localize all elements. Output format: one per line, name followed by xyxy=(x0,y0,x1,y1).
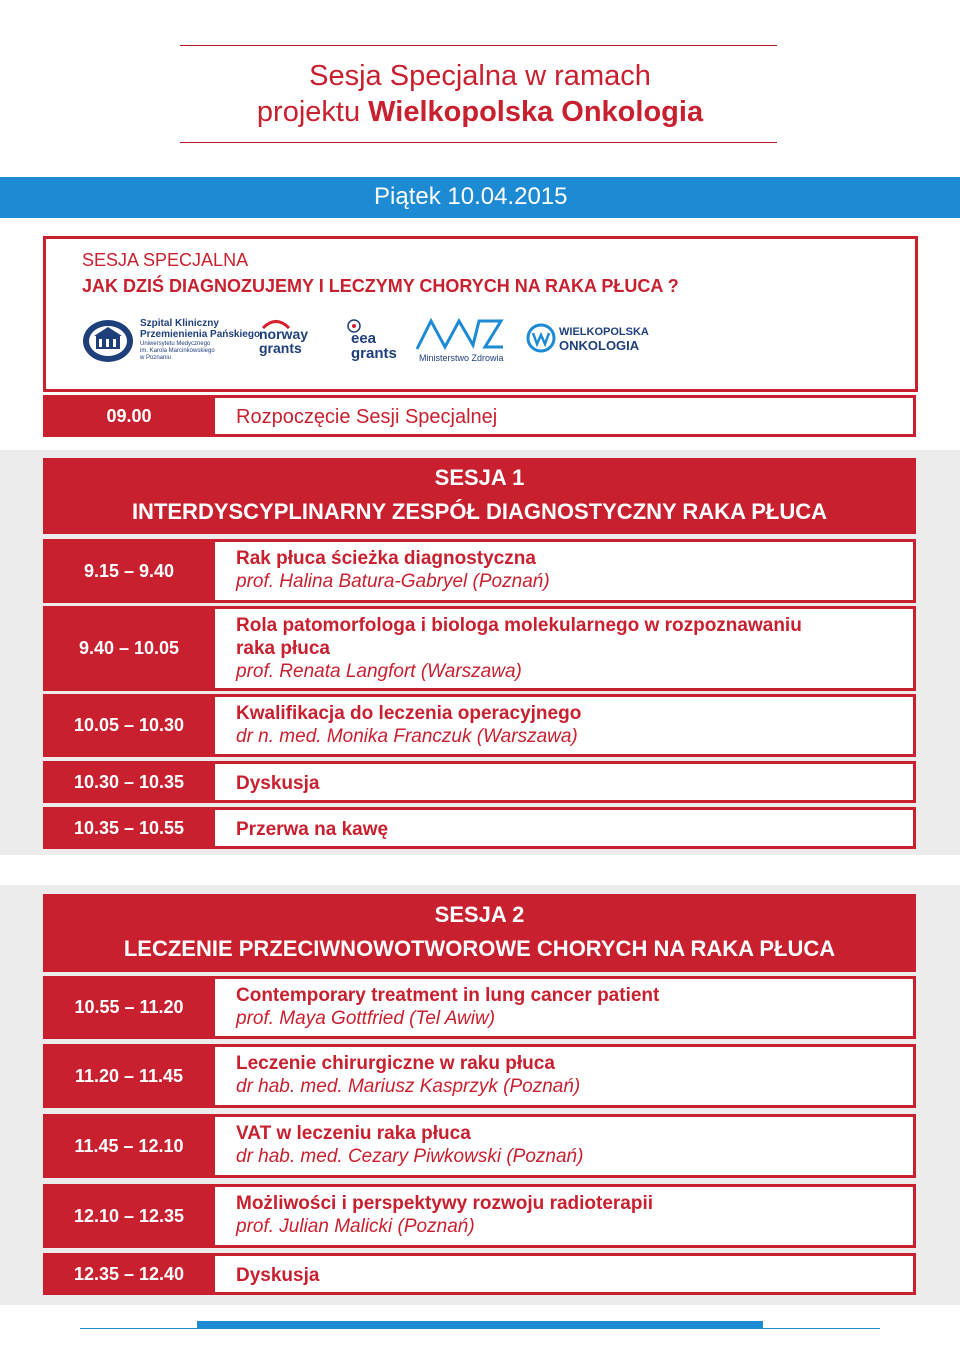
session1-item-5-title: Przerwa na kawę xyxy=(236,819,389,840)
session1-item-2-title-cont: raka płuca xyxy=(236,638,330,659)
date-band xyxy=(0,177,960,218)
session2-name: SESJA 2 xyxy=(434,902,525,927)
session1-item-5-time: 10.35 – 10.55 xyxy=(43,807,215,849)
date-label: Piątek 10.04.2015 xyxy=(374,183,568,210)
session1-item-3 xyxy=(43,694,916,757)
session1-item-3-cell xyxy=(215,694,916,757)
session2-item-2 xyxy=(43,1044,916,1108)
session1-item-3-title: Kwalifikacja do leczenia operacyjnego xyxy=(236,703,582,724)
session1-item-5 xyxy=(43,807,916,849)
session2-header xyxy=(43,894,916,972)
page-title-line1: Sesja Specjalna w ramach xyxy=(309,60,651,92)
norway-word: norway xyxy=(259,326,309,342)
session2-item-3-cell xyxy=(215,1114,916,1178)
session2-item-2-speaker: dr hab. med. Mariusz Kasprzyk (Poznań) xyxy=(236,1076,581,1097)
session2-item-4-cell xyxy=(215,1184,916,1248)
wo-line2: ONKOLOGIA xyxy=(559,338,640,353)
session1-item-3-speaker: dr n. med. Monika Franczuk (Warszawa) xyxy=(236,726,578,747)
session1-name: SESJA 1 xyxy=(434,465,525,490)
title-bold: Wielkopolska Onkologia xyxy=(368,96,704,128)
session2-item-3-speaker: dr hab. med. Cezary Piwkowski (Poznań) xyxy=(236,1146,584,1167)
session1-item-1 xyxy=(43,539,916,603)
szpital-name-3: Uniwersytetu Medycznego xyxy=(140,341,211,347)
wielkopolska-onkologia-logo xyxy=(526,317,649,367)
szpital-name-4: im. Karola Marcinkowskiego xyxy=(140,348,215,354)
szpital-name-1: Szpital Kliniczny xyxy=(140,318,219,329)
session2-item-4-time: 12.10 – 12.35 xyxy=(43,1184,215,1248)
session2-item-1-cell xyxy=(215,976,916,1039)
szpital-name-2: Przemienienia Pańskiego xyxy=(140,329,261,340)
session1-header xyxy=(43,458,916,534)
session2-item-4-speaker: prof. Julian Malicki (Poznań) xyxy=(236,1216,475,1237)
norway-grants-word: grants xyxy=(259,340,302,356)
footer-bar xyxy=(197,1321,763,1329)
special-session-box xyxy=(43,236,918,392)
session2-item-4-title: Możliwości i perspektywy rozwoju radioterapii xyxy=(236,1193,654,1214)
session2-item-3 xyxy=(43,1114,916,1178)
opening-cell xyxy=(215,395,916,437)
session2-subtitle: LECZENIE PRZECIWNOWOTWOROWE CHORYCH NA RAKA PŁUCA xyxy=(123,936,836,961)
session2-item-3-time: 11.45 – 12.10 xyxy=(43,1114,215,1178)
special-session-label: SESJA SPECJALNA xyxy=(82,250,249,270)
norway-grants-logo xyxy=(257,317,327,367)
session2-item-3-title: VAT w leczeniu raka płuca xyxy=(236,1123,471,1144)
special-session-question: JAK DZIŚ DIAGNOZUJEMY I LECZYMY CHORYCH NA RAKA PŁUCA ? xyxy=(82,276,679,296)
session1-subtitle: INTERDYSCYPLINARNY ZESPÓŁ DIAGNOSTYCZNY RAKA PŁUCA xyxy=(131,499,828,524)
session1-item-4-cell xyxy=(215,761,916,803)
session2-item-2-time: 11.20 – 11.45 xyxy=(43,1044,215,1108)
title-plain: projektu xyxy=(256,96,369,128)
session1-item-1-title: Rak płuca ścieżka diagnostyczna xyxy=(236,548,536,569)
session1-item-2 xyxy=(43,606,916,691)
session2-item-5 xyxy=(43,1253,916,1295)
szpital-emblem-icon xyxy=(82,319,134,363)
opening-title: Rozpoczęcie Sesji Specjalnej xyxy=(236,406,498,428)
session1-item-2-speaker: prof. Renata Langfort (Warszawa) xyxy=(236,661,522,682)
session1-item-1-time: 9.15 – 9.40 xyxy=(43,539,215,603)
sponsor-logos xyxy=(82,317,902,367)
header-top-rule xyxy=(180,45,777,46)
session2-item-2-title: Leczenie chirurgiczne w raku płuca xyxy=(236,1053,555,1074)
session2-item-1-title: Contemporary treatment in lung cancer patient xyxy=(236,985,660,1006)
session1-item-4 xyxy=(43,761,916,803)
wo-emblem-icon xyxy=(526,323,556,353)
opening-row xyxy=(43,395,916,437)
session2-item-4 xyxy=(43,1184,916,1248)
session1-item-2-time: 9.40 – 10.05 xyxy=(43,606,215,691)
session2-item-2-cell xyxy=(215,1044,916,1108)
session2-item-1 xyxy=(43,976,916,1039)
session2-item-5-cell xyxy=(215,1253,916,1295)
session1-item-2-title: Rola patomorfologa i biologa molekularnego w rozpoznawaniu xyxy=(236,615,802,636)
opening-time: 09.00 xyxy=(43,395,215,437)
szpital-name-5: w Poznaniu xyxy=(140,355,172,361)
session1-item-4-time: 10.30 – 10.35 xyxy=(43,761,215,803)
eea-grants-word: grants xyxy=(351,345,397,362)
szpital-logo xyxy=(82,317,261,367)
wo-line1: WIELKOPOLSKA xyxy=(559,326,649,338)
session1-item-5-cell xyxy=(215,807,916,849)
eea-grants-logo xyxy=(347,317,412,367)
session1-item-2-cell xyxy=(215,606,916,691)
header-bottom-rule xyxy=(180,142,777,143)
page-title-line2 xyxy=(0,94,960,130)
session1-item-1-cell xyxy=(215,539,916,603)
ministry-zigzag-icon xyxy=(415,317,505,351)
eea-word: eea xyxy=(351,330,377,347)
session1-item-4-title: Dyskusja xyxy=(236,773,320,794)
session1-item-3-time: 10.05 – 10.30 xyxy=(43,694,215,757)
session2-item-5-title: Dyskusja xyxy=(236,1265,320,1286)
session2-item-5-time: 12.35 – 12.40 xyxy=(43,1253,215,1295)
ministry-name: Ministerstwo Zdrowia xyxy=(419,353,504,363)
ministerstwo-logo xyxy=(415,317,510,367)
session1-item-1-speaker: prof. Halina Batura-Gabryel (Poznań) xyxy=(236,571,550,592)
session2-item-1-time: 10.55 – 11.20 xyxy=(43,976,215,1039)
session2-item-1-speaker: prof. Maya Gottfried (Tel Awiw) xyxy=(236,1008,496,1029)
